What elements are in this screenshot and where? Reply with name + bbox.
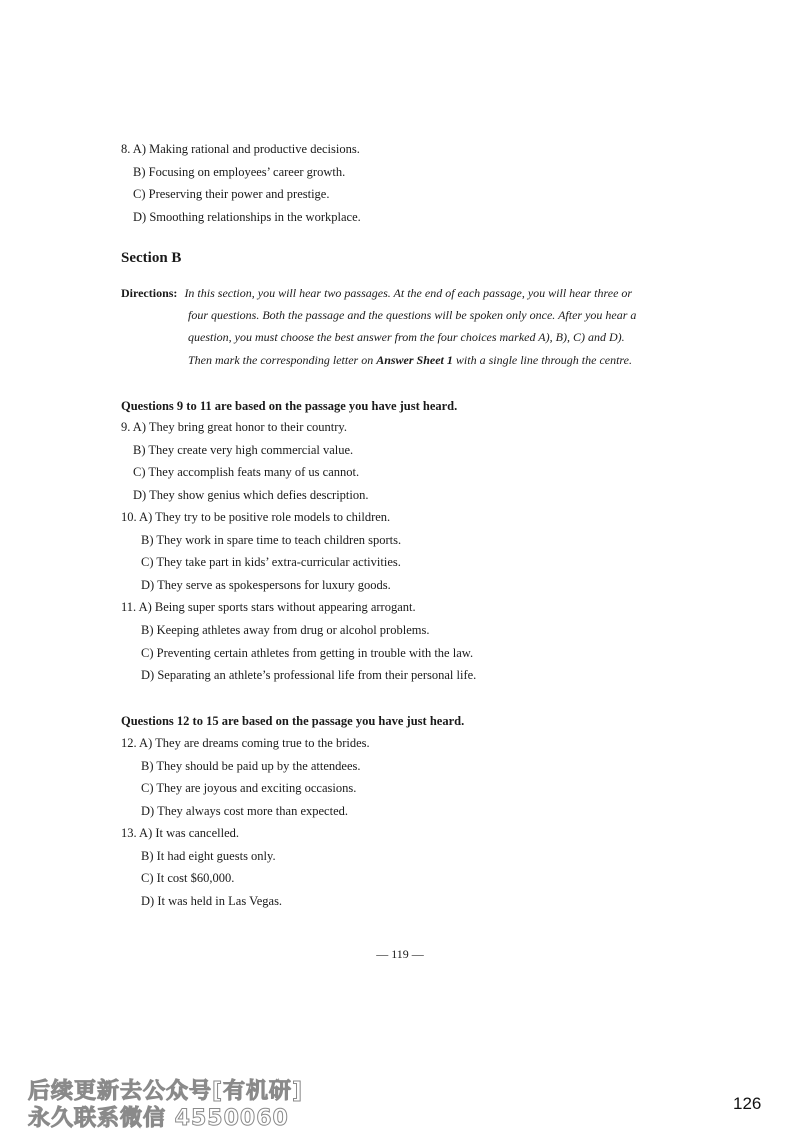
q10-option-a: 10. A) They try to be positive role models to children. xyxy=(121,510,391,524)
q11-option-b: B) Keeping athletes away from drug or alcohol problems. xyxy=(141,623,430,637)
q8-option-c: C) Preserving their power and prestige. xyxy=(133,187,330,201)
directions-line-1 xyxy=(121,286,632,301)
q8-option-b: B) Focusing on employees’ career growth. xyxy=(133,165,346,179)
q8-option-a: 8. A) Making rational and productive decisions. xyxy=(121,142,360,156)
directions-line-3: question, you must choose the best answer from the four choices marked A), B), C) and D). xyxy=(188,330,625,344)
directions-text-4a: Then mark the corresponding letter on xyxy=(188,353,377,367)
q10-option-c: C) They take part in kids’ extra-curricular activities. xyxy=(141,555,401,569)
q13-option-d: D) It was held in Las Vegas. xyxy=(141,894,283,908)
group-2-heading: Questions 12 to 15 are based on the passage you have just heard. xyxy=(121,714,465,728)
q10-option-b: B) They work in spare time to teach children sports. xyxy=(141,533,402,547)
answer-sheet-ref: Answer Sheet 1 xyxy=(376,353,453,367)
group-1-heading: Questions 9 to 11 are based on the passage you have just heard. xyxy=(121,399,458,413)
q11-option-d: D) Separating an athlete’s professional life from their personal life. xyxy=(141,668,477,682)
q12-option-c: C) They are joyous and exciting occasions. xyxy=(141,781,357,795)
q9-option-b: B) They create very high commercial value. xyxy=(133,443,354,457)
directions-line-2: four questions. Both the passage and the questions will be spoken only once. After you hear a xyxy=(188,308,637,322)
q9-option-c: C) They accomplish feats many of us cannot. xyxy=(133,465,360,479)
q9-option-a: 9. A) They bring great honor to their country. xyxy=(121,420,347,434)
q10-option-d: D) They serve as spokespersons for luxury goods. xyxy=(141,578,391,592)
q11-option-c: C) Preventing certain athletes from getting in trouble with the law. xyxy=(141,646,474,660)
q13-option-b: B) It had eight guests only. xyxy=(141,849,276,863)
watermark-line-1: 后续更新去公众号[有机研] xyxy=(28,1079,304,1104)
scan-page-number: 126 xyxy=(733,1094,762,1113)
q11-option-a: 11. A) Being super sports stars without appearing arrogant. xyxy=(121,600,416,614)
directions-label: Directions: xyxy=(121,286,178,300)
q12-option-d: D) They always cost more than expected. xyxy=(141,804,348,818)
q13-option-c: C) It cost $60,000. xyxy=(141,871,235,885)
q8-option-d: D) Smoothing relationships in the workplace. xyxy=(133,210,361,224)
directions-text-4b: with a single line through the centre. xyxy=(452,353,632,367)
q13-option-a: 13. A) It was cancelled. xyxy=(121,826,240,840)
q12-option-a: 12. A) They are dreams coming true to the brides. xyxy=(121,736,370,750)
q9-option-d: D) They show genius which defies description. xyxy=(133,488,369,502)
section-b-title: Section B xyxy=(121,250,182,266)
directions-line-4 xyxy=(188,353,632,368)
directions-text-1: In this section, you will hear two passages. At the end of each passage, you will hear three or xyxy=(184,286,633,300)
q12-option-b: B) They should be paid up by the attendees. xyxy=(141,759,361,773)
page-number: — 119 — xyxy=(376,947,424,961)
watermark-line-2: 永久联系微信 4550060 xyxy=(28,1106,289,1131)
